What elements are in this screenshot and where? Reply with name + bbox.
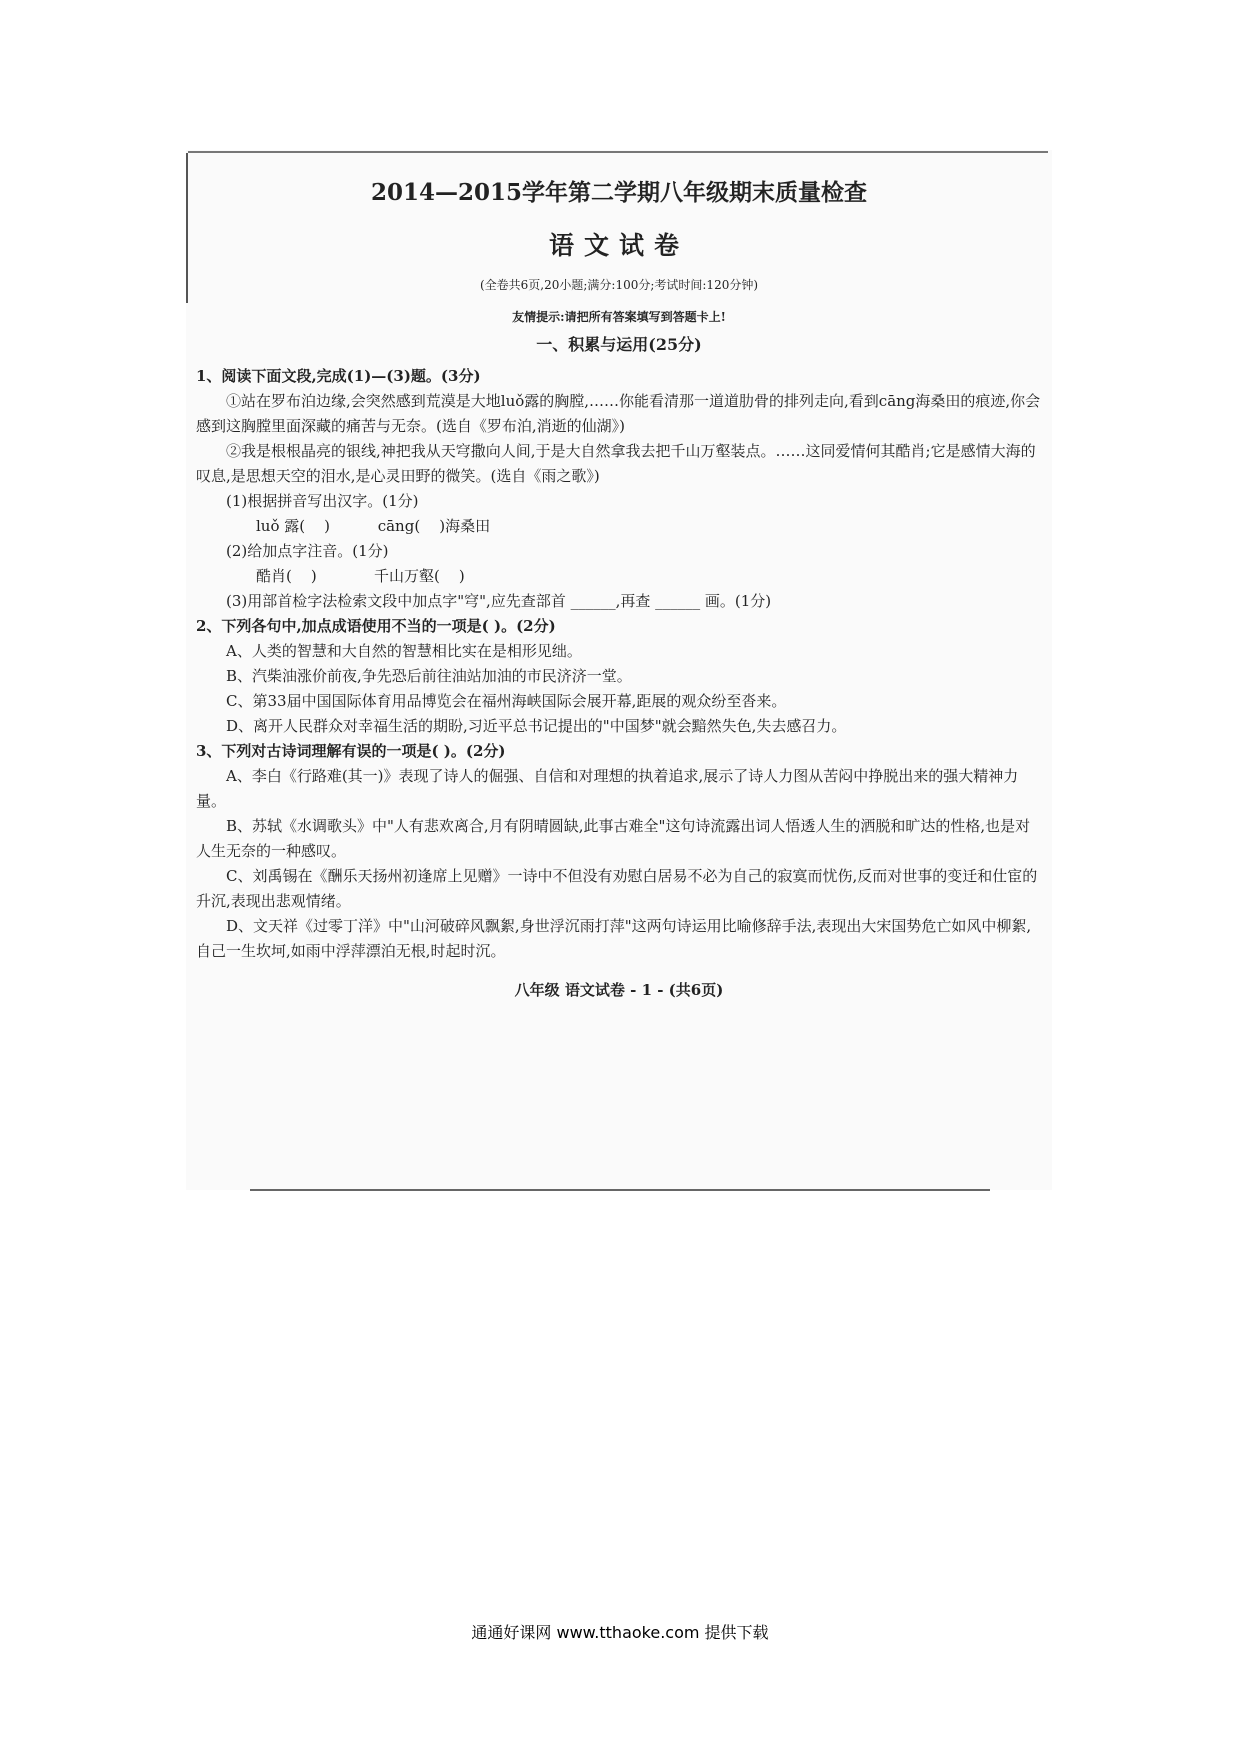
site-footer: 通通好课网 www.tthaoke.com 提供下载 bbox=[471, 1623, 769, 1642]
question-2-option-a: A、人类的智慧和大自然的智慧相比实在是相形见绌。 bbox=[226, 642, 582, 660]
exam-subtitle: 语文试卷 bbox=[548, 231, 689, 260]
question-1-stem: 1、阅读下面文段,完成(1)—(3)题。(3分) bbox=[196, 367, 481, 385]
exam-paper bbox=[196, 178, 1042, 1148]
scan-edge-left bbox=[186, 153, 188, 303]
question-3-option-a: A、李白《行路难(其一)》表现了诗人的倔强、自信和对理想的执着追求,展示了诗人力图从苦闷中挣脱出来的强大精神力量。 bbox=[196, 767, 1019, 810]
question-1-sub-2-blanks: 酷肖( ) 千山万壑( ) bbox=[256, 567, 465, 585]
question-2-stem: 2、下列各句中,加点成语使用不当的一项是( )。(2分) bbox=[196, 617, 556, 635]
exam-tip: 友情提示:请把所有答案填写到答题卡上! bbox=[512, 310, 726, 324]
question-3-option-d: D、文天祥《过零丁洋》中"山河破碎风飘絮,身世浮沉雨打萍"这两句诗运用比喻修辞手法,表现出大宋国势危亡如风中柳絮,自己一生坎坷,如雨中浮萍漂泊无根,时起时沉。 bbox=[196, 917, 1032, 960]
scan-edge-bottom bbox=[250, 1189, 990, 1191]
exam-title: 2014—2015学年第二学期八年级期末质量检查 bbox=[370, 179, 868, 206]
question-3-option-c: C、刘禹锡在《酬乐天扬州初逢席上见赠》一诗中不但没有劝慰白居易不必为自己的寂寞而忧伤,反而对世事的变迁和仕宦的升沉,表现出悲观情绪。 bbox=[196, 867, 1038, 910]
question-1-sub-1-blanks: luǒ 露( ) cāng( )海桑田 bbox=[256, 517, 491, 535]
question-1-passage-2: ②我是根根晶亮的银线,神把我从天穹撒向人间,于是大自然拿我去把千山万壑装点。……这同爱情何其酷肖;它是感情大海的叹息,是思想天空的泪水,是心灵田野的微笑。(选自《雨之歌》) bbox=[196, 442, 1036, 485]
question-1-sub-2: (2)给加点字注音。(1分) bbox=[226, 542, 389, 560]
question-2-option-b: B、汽柴油涨价前夜,争先恐后前往油站加油的市民济济一堂。 bbox=[226, 667, 632, 685]
question-1-sub-1: (1)根据拼音写出汉字。(1分) bbox=[226, 492, 419, 510]
question-1-passage-1: ①站在罗布泊边缘,会突然感到荒漠是大地luǒ露的胸膛,……你能看清那一道道肋骨的排列走向,看到cāng海桑田的痕迹,你会感到这胸膛里面深藏的痛苦与无奈。(选自《罗布泊,消逝的仙湖》) bbox=[196, 392, 1041, 435]
exam-info: (全卷共6页,20小题;满分:100分;考试时间:120分钟) bbox=[479, 278, 759, 292]
question-1-sub-3: (3)用部首检字法检索文段中加点字"穹",应先查部首 ______,再查 ______ 画。(1分) bbox=[226, 592, 772, 610]
page-number-footer: 八年级 语文试卷 - 1 - (共6页) bbox=[514, 981, 724, 999]
question-2-option-c: C、第33届中国国际体育用品博览会在福州海峡国际会展开幕,距展的观众纷至沓来。 bbox=[226, 692, 787, 710]
scan-edge-top bbox=[188, 151, 1048, 153]
question-2-option-d: D、离开人民群众对幸福生活的期盼,习近平总书记提出的"中国梦"就会黯然失色,失去感召力。 bbox=[226, 717, 847, 735]
section-heading: 一、积累与运用(25分) bbox=[536, 335, 702, 354]
question-3-option-b: B、苏轼《水调歌头》中"人有悲欢离合,月有阴晴圆缺,此事古难全"这句诗流露出词人悟透人生的洒脱和旷达的性格,也是对人生无奈的一种感叹。 bbox=[196, 817, 1031, 860]
question-3-stem: 3、下列对古诗词理解有误的一项是( )。(2分) bbox=[196, 742, 506, 760]
